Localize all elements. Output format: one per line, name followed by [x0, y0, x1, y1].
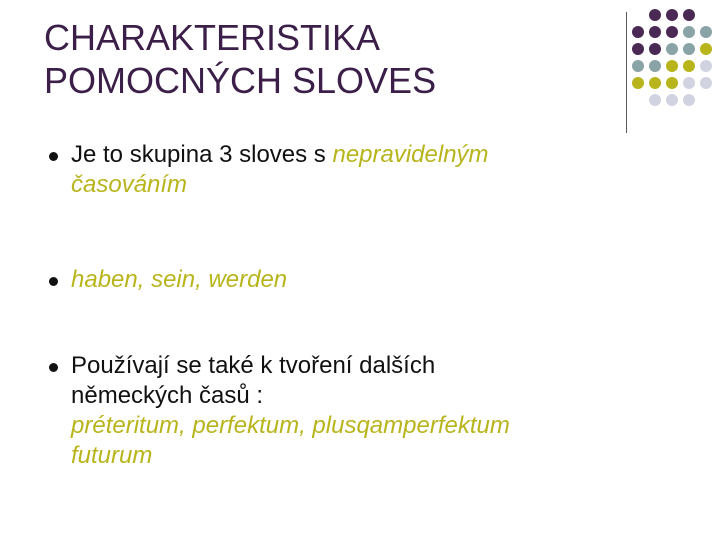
decorative-dot: [683, 9, 695, 21]
bullet-emphasis-line: haben, sein, werden: [71, 266, 288, 293]
slide-title-line-1: CHARAKTERISTIKA: [44, 17, 381, 58]
decorative-dot: [683, 60, 695, 72]
bullet-text: [71, 265, 641, 295]
decorative-dot: [683, 94, 695, 106]
decorative-dot: [666, 26, 678, 38]
slide-title-line-2: POMOCNÝCH SLOVES: [44, 60, 437, 101]
decorative-dot: [666, 77, 678, 89]
bullet-icon: [49, 363, 58, 372]
bullet-icon: [49, 277, 58, 286]
decorative-dot: [700, 77, 712, 89]
decorative-dot: [649, 9, 661, 21]
decorative-dot: [632, 60, 644, 72]
bullet-plain-text: Je to skupina 3 sloves s: [71, 141, 333, 168]
bullet-text: [71, 140, 641, 200]
decorative-dot: [700, 60, 712, 72]
decorative-dot: [649, 94, 661, 106]
decorative-dot: [666, 94, 678, 106]
bullet-emphasis-line: futurum: [71, 442, 153, 469]
decorative-dot: [700, 26, 712, 38]
decorative-divider: [626, 12, 627, 133]
bullet-line: Používají se také k tvoření dalších: [71, 352, 436, 379]
decorative-dot: [666, 43, 678, 55]
bullet-line: německých časů :: [71, 382, 264, 409]
bullet-text: [71, 351, 641, 471]
decorative-dot-grid: [632, 9, 712, 106]
decorative-dot: [649, 60, 661, 72]
decorative-dot: [632, 77, 644, 89]
bullet-emphasis-text: nepravidelným: [332, 141, 489, 168]
decorative-dot: [666, 9, 678, 21]
slide-title: [44, 16, 436, 102]
decorative-dot: [683, 26, 695, 38]
decorative-dot: [649, 43, 661, 55]
decorative-dot: [700, 43, 712, 55]
decorative-dot: [632, 43, 644, 55]
bullet-line: [71, 140, 641, 170]
decorative-dot: [666, 60, 678, 72]
bullet-emphasis-line: časováním: [71, 171, 188, 198]
decorative-dot: [649, 26, 661, 38]
bullet-emphasis-line: préteritum, perfektum, plusqamperfektum: [71, 412, 510, 439]
decorative-dot: [649, 77, 661, 89]
decorative-dot: [683, 43, 695, 55]
bullet-icon: [49, 152, 58, 161]
decorative-dot: [683, 77, 695, 89]
decorative-dot: [632, 26, 644, 38]
